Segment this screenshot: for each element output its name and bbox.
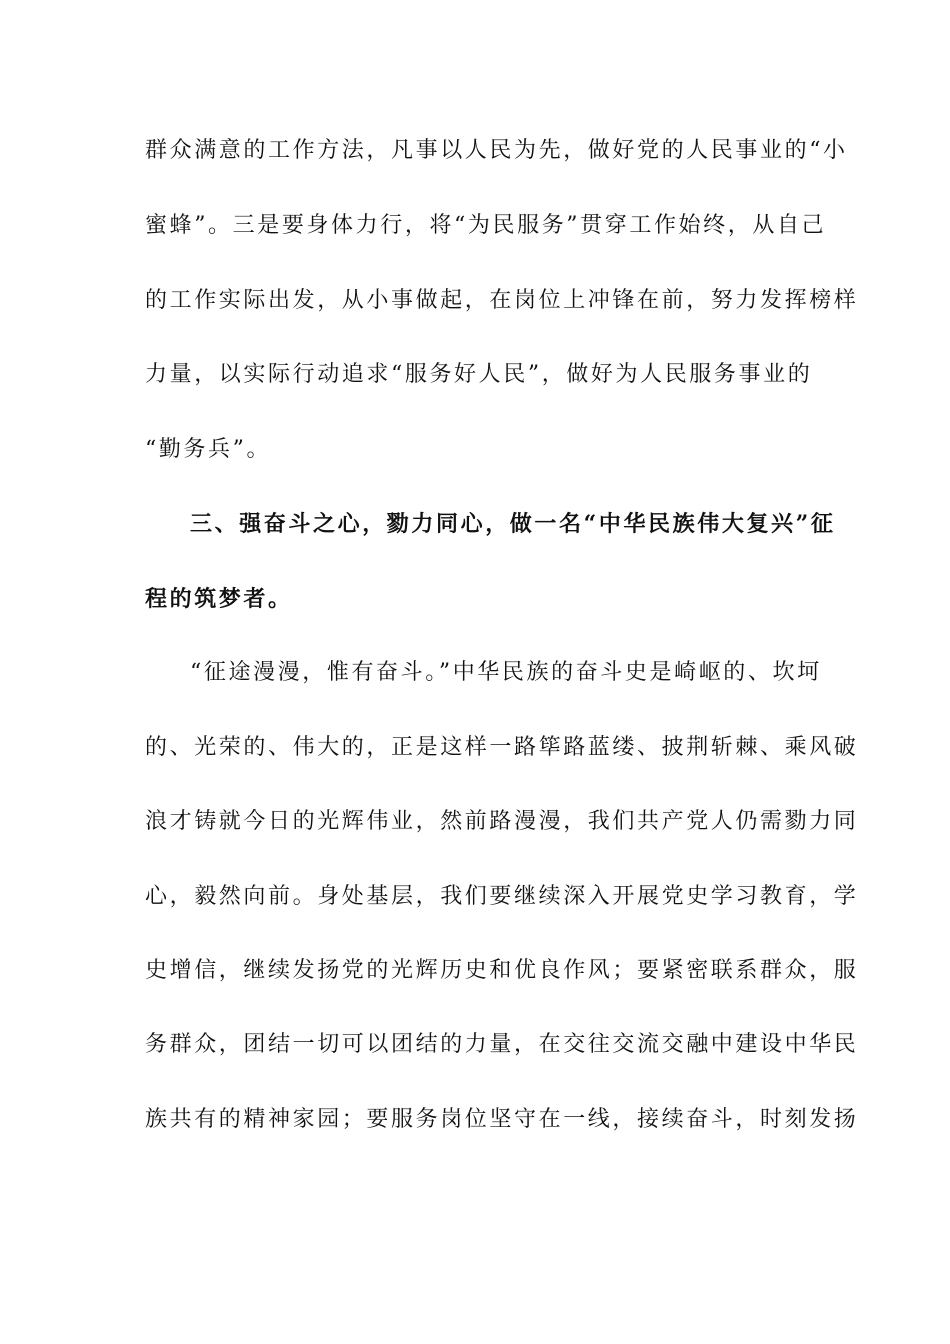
paragraph-line: 的、光荣的、伟大的，正是这样一路筚路蓝缕、披荆斩棘、乘风破 bbox=[145, 735, 859, 760]
paragraph-line: 浪才铸就今日的光辉伟业，然前路漫漫，我们共产党人仍需勠力同 bbox=[145, 809, 859, 834]
paragraph-line: 史增信，继续发扬党的光辉历史和优良作风；要紧密联系群众，服 bbox=[145, 958, 859, 983]
paragraph-line: 的工作实际出发，从小事做起，在岗位上冲锋在前，努力发挥榜样 bbox=[145, 288, 859, 313]
paragraph-line: 群众满意的工作方法，凡事以人民为先，做好党的人民事业的“小 bbox=[145, 138, 848, 163]
paragraph-line: 心，毅然向前。身处基层，我们要继续深入开展党史学习教育，学 bbox=[145, 884, 859, 909]
paragraph-line: “勤务兵”。 bbox=[145, 437, 272, 462]
paragraph-line: 力量，以实际行动追求“服务好人民”，做好为人民服务事业的 bbox=[145, 362, 813, 387]
section-heading-line: 程的筑梦者。 bbox=[145, 586, 293, 612]
section-heading-line: 三、强奋斗之心，勠力同心，做一名“中华民族伟大复兴”征 bbox=[190, 511, 836, 537]
paragraph-line: 务群众，团结一切可以团结的力量，在交往交流交融中建设中华民 bbox=[145, 1032, 859, 1057]
paragraph-line: 族共有的精神家园；要服务岗位坚守在一线，接续奋斗，时刻发扬 bbox=[145, 1107, 859, 1132]
paragraph-line: 蜜蜂”。三是要身体力行，将“为民服务”贯穿工作始终，从自己 bbox=[145, 213, 827, 238]
paragraph-line: “征途漫漫，惟有奋斗。”中华民族的奋斗史是崎岖的、坎坷 bbox=[190, 660, 822, 685]
